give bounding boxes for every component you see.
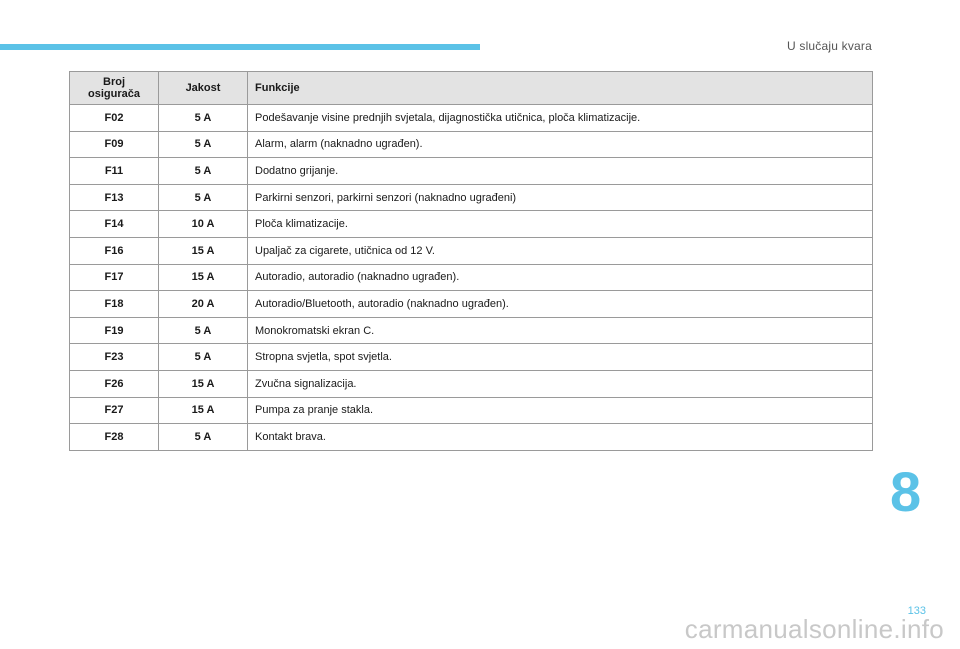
table-row: [70, 131, 873, 158]
table-row: [70, 397, 873, 424]
table-row: [70, 237, 873, 264]
function-cell: Dodatno grijanje.: [248, 158, 873, 185]
table-row: [70, 184, 873, 211]
amperage-cell: 15 A: [159, 237, 248, 264]
fuse-table: [69, 71, 873, 451]
function-cell: Monokromatski ekran C.: [248, 317, 873, 344]
amperage-cell: 15 A: [159, 370, 248, 397]
fuse-number-cell: F02: [70, 105, 159, 132]
table-row: [70, 370, 873, 397]
function-cell: Parkirni senzori, parkirni senzori (naknadno ugrađeni): [248, 184, 873, 211]
function-cell: Alarm, alarm (naknadno ugrađen).: [248, 131, 873, 158]
function-cell: Upaljač za cigarete, utičnica od 12 V.: [248, 237, 873, 264]
chapter-number: 8: [890, 460, 922, 523]
top-accent-bar: [0, 44, 480, 50]
amperage-cell: 20 A: [159, 291, 248, 318]
function-cell: Autoradio/Bluetooth, autoradio (naknadno ugrađen).: [248, 291, 873, 318]
page-number: 133: [907, 605, 926, 617]
fuse-number-cell: F09: [70, 131, 159, 158]
fuse-number-cell: F26: [70, 370, 159, 397]
table-row: [70, 291, 873, 318]
fuse-number-cell: F16: [70, 237, 159, 264]
amperage-cell: 10 A: [159, 211, 248, 238]
amperage-cell: 5 A: [159, 424, 248, 451]
table-row: [70, 344, 873, 371]
fuse-number-cell: F28: [70, 424, 159, 451]
header-amperage: Jakost: [159, 72, 248, 105]
table-header-row: [70, 72, 873, 105]
amperage-cell: 5 A: [159, 158, 248, 185]
amperage-cell: 15 A: [159, 264, 248, 291]
watermark-text: carmanualsonline.info: [684, 614, 944, 644]
amperage-cell: 5 A: [159, 184, 248, 211]
function-cell: Stropna svjetla, spot svjetla.: [248, 344, 873, 371]
chapter-title: U slučaju kvara: [786, 39, 872, 53]
amperage-cell: 5 A: [159, 131, 248, 158]
amperage-cell: 5 A: [159, 317, 248, 344]
function-cell: Pumpa za pranje stakla.: [248, 397, 873, 424]
fuse-number-cell: F14: [70, 211, 159, 238]
table-row: [70, 424, 873, 451]
function-cell: Ploča klimatizacije.: [248, 211, 873, 238]
fuse-number-cell: F23: [70, 344, 159, 371]
function-cell: Zvučna signalizacija.: [248, 370, 873, 397]
table-row: [70, 158, 873, 185]
table-row: [70, 211, 873, 238]
function-cell: Podešavanje visine prednjih svjetala, dijagnostička utičnica, ploča klimatizacije.: [248, 105, 873, 132]
table-row: [70, 105, 873, 132]
amperage-cell: 5 A: [159, 105, 248, 132]
header-fuse-number: Broj osigurača: [70, 72, 159, 105]
fuse-number-cell: F11: [70, 158, 159, 185]
header-functions: Funkcije: [248, 72, 873, 105]
fuse-number-cell: F17: [70, 264, 159, 291]
fuse-number-cell: F13: [70, 184, 159, 211]
function-cell: Autoradio, autoradio (naknadno ugrađen).: [248, 264, 873, 291]
fuse-number-cell: F27: [70, 397, 159, 424]
fuse-number-cell: F19: [70, 317, 159, 344]
table-row: [70, 317, 873, 344]
amperage-cell: 15 A: [159, 397, 248, 424]
table-row: [70, 264, 873, 291]
function-cell: Kontakt brava.: [248, 424, 873, 451]
fuse-number-cell: F18: [70, 291, 159, 318]
amperage-cell: 5 A: [159, 344, 248, 371]
